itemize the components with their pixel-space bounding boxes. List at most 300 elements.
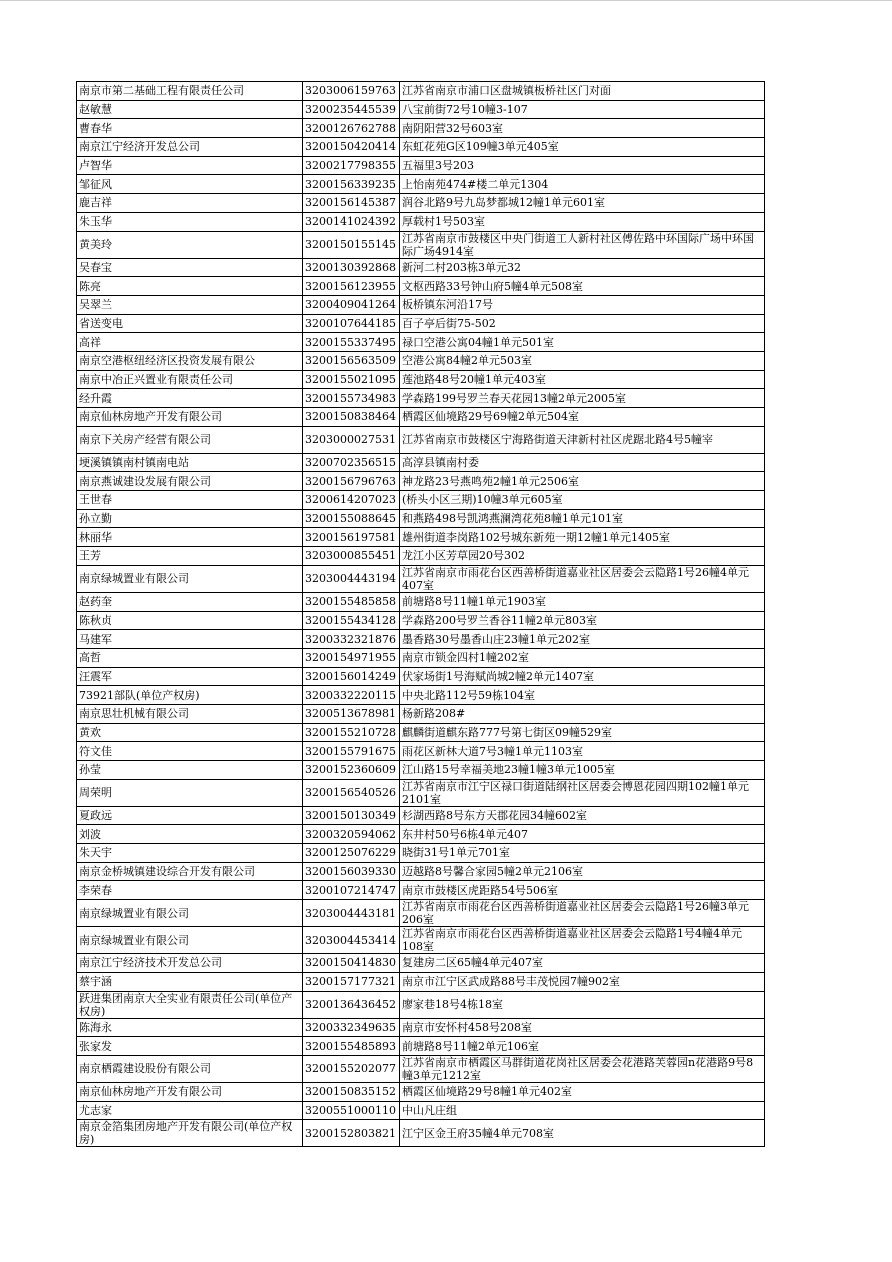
account-number-cell-text: 3200551000110 (305, 1103, 396, 1117)
table-row (77, 611, 765, 630)
owner-name-cell (77, 927, 303, 954)
owner-name-cell-text: 陈秋贞 (79, 613, 112, 627)
address-cell-text: 江苏省南京市雨花台区西善桥街道嘉业社区居委会云隐路1号26幢4单元407室 (402, 565, 749, 592)
table-row (77, 1037, 765, 1056)
account-number-cell-text: 3203000855451 (305, 549, 396, 563)
owner-name-cell (77, 509, 303, 528)
address-cell (400, 611, 765, 630)
account-number-cell-text: 3200150420414 (305, 140, 396, 154)
owner-name-cell-text: 符文佳 (79, 744, 112, 758)
account-number-cell (303, 648, 400, 667)
address-cell (400, 630, 765, 649)
owner-name-cell-text: 孙莹 (79, 763, 101, 777)
owner-name-cell-text: 高祥 (79, 335, 101, 349)
address-cell (400, 370, 765, 389)
owner-name-cell-text: 跃进集团南京大全实业有限责任公司(单位产权房) (79, 991, 293, 1018)
account-number-cell-text: 3200513678981 (305, 707, 396, 721)
address-cell-text: 墨香路30号墨香山庄23幢1单元202室 (402, 632, 590, 646)
table-row (77, 761, 765, 780)
owner-name-cell (77, 592, 303, 611)
address-cell-text: 晓街31号1单元701室 (402, 846, 510, 860)
address-cell (400, 333, 765, 352)
owner-name-cell (77, 212, 303, 231)
account-number-cell-text: 3200332349635 (305, 1020, 396, 1034)
owner-name-cell-text: 南京绿城置业有限公司 (79, 933, 189, 947)
address-cell-text: 栖霞区仙境路29号69幢2单元504室 (402, 410, 579, 424)
owner-name-cell-text: 南京绿城置业有限公司 (79, 906, 189, 920)
account-number-cell-text: 3200141024392 (305, 215, 396, 229)
address-cell-text: 神龙路23号燕鸣苑2幢1单元2506室 (402, 474, 579, 488)
table-row (77, 258, 765, 277)
owner-name-cell (77, 723, 303, 742)
table-row (77, 686, 765, 705)
owner-name-cell (77, 972, 303, 991)
address-cell-text: 江苏省南京市雨花台区西善桥街道嘉业社区居委会云隐路1号26幢3单元206室 (402, 900, 749, 927)
account-number-cell (303, 231, 400, 258)
account-number-cell-text: 3200155202077 (305, 1062, 396, 1076)
owner-name-cell (77, 175, 303, 194)
table-row (77, 314, 765, 333)
address-cell (400, 295, 765, 314)
account-number-cell-text: 3200156563509 (305, 354, 396, 368)
table-row (77, 212, 765, 231)
address-cell-text: 润谷北路9号九岛梦都城12幢1单元601室 (402, 196, 605, 210)
address-cell (400, 565, 765, 592)
account-number-cell (303, 825, 400, 844)
table-row (77, 100, 765, 119)
owner-name-cell (77, 138, 303, 157)
owner-name-cell (77, 547, 303, 566)
account-number-cell (303, 761, 400, 780)
owner-name-cell (77, 648, 303, 667)
table-row (77, 927, 765, 954)
address-cell-text: 江苏省南京市雨花台区西善桥街道嘉业社区居委会云隐路1号4幢4单元108室 (402, 927, 742, 954)
table-row (77, 389, 765, 408)
table-row (77, 333, 765, 352)
account-number-cell-text: 3200155337495 (305, 335, 396, 349)
owner-name-cell-text: 王芳 (79, 549, 101, 563)
table-row (77, 648, 765, 667)
account-number-cell (303, 528, 400, 547)
owner-name-cell (77, 954, 303, 973)
account-number-cell-text: 3200150130349 (305, 809, 396, 823)
address-cell (400, 704, 765, 723)
account-number-cell (303, 194, 400, 213)
account-number-cell-text: 3200155434128 (305, 613, 396, 627)
table-row (77, 408, 765, 427)
address-cell (400, 389, 765, 408)
account-number-cell (303, 175, 400, 194)
owner-name-cell-text: 李荣春 (79, 883, 112, 897)
address-cell (400, 175, 765, 194)
table-row (77, 1120, 765, 1147)
owner-name-cell-text: 马建军 (79, 632, 112, 646)
owner-name-cell (77, 491, 303, 510)
address-cell (400, 351, 765, 370)
account-number-cell-text: 3200150414830 (305, 956, 396, 970)
account-number-cell-text: 3200152803821 (305, 1126, 396, 1140)
account-number-cell (303, 844, 400, 863)
account-number-cell-text: 3200332220115 (305, 688, 396, 702)
owner-name-cell-text: 曹春华 (79, 121, 112, 135)
table-row (77, 881, 765, 900)
account-number-cell (303, 277, 400, 296)
table-row (77, 528, 765, 547)
owner-name-cell (77, 779, 303, 806)
address-cell (400, 194, 765, 213)
account-number-cell (303, 370, 400, 389)
address-cell-text: 南京市江宁区武成路88号丰茂悦园7幢902室 (402, 975, 620, 989)
account-number-cell (303, 138, 400, 157)
owner-name-cell (77, 881, 303, 900)
owner-name-cell (77, 667, 303, 686)
table-row (77, 472, 765, 491)
owner-name-cell-text: 南京江宁经济开发总公司 (79, 140, 200, 154)
owner-name-cell (77, 82, 303, 101)
owner-name-cell (77, 1120, 303, 1147)
account-number-cell (303, 426, 400, 453)
address-cell-text: 百子亭后街75-502 (402, 316, 496, 330)
owner-name-cell (77, 453, 303, 472)
address-cell-text: 中山凡庄组 (402, 1103, 457, 1117)
table-row (77, 630, 765, 649)
address-cell-text: 麒麟街道麒东路777号第七街区09幢529室 (402, 725, 612, 739)
account-number-cell-text: 3200235445539 (305, 103, 396, 117)
address-cell (400, 82, 765, 101)
account-number-cell (303, 119, 400, 138)
owner-name-cell (77, 231, 303, 258)
account-number-cell-text: 3203004443194 (305, 572, 396, 586)
owner-name-cell-text: 孙立勤 (79, 512, 112, 526)
owner-name-cell (77, 194, 303, 213)
owner-name-cell-text: 赵敏慧 (79, 103, 112, 117)
account-number-cell (303, 491, 400, 510)
owner-name-cell (77, 844, 303, 863)
owner-name-cell-text: 南京燕诚建设发展有限公司 (79, 474, 211, 488)
owner-name-cell (77, 333, 303, 352)
address-cell (400, 528, 765, 547)
account-number-cell-text: 3203004443181 (305, 906, 396, 920)
table-row (77, 426, 765, 453)
address-cell-text: 南阴阳营32号603室 (402, 121, 503, 135)
account-number-cell-text: 3200332321876 (305, 632, 396, 646)
address-cell-text: 江苏省南京市浦口区盘城镇板桥社区门对面 (402, 84, 611, 98)
account-number-cell (303, 742, 400, 761)
table-row (77, 491, 765, 510)
address-cell (400, 592, 765, 611)
table-row (77, 900, 765, 927)
table-row (77, 351, 765, 370)
account-number-cell-text: 3200156197581 (305, 530, 396, 544)
account-number-cell (303, 686, 400, 705)
owner-name-cell (77, 258, 303, 277)
table-row (77, 704, 765, 723)
account-number-cell-text: 3200150155145 (305, 238, 396, 251)
address-cell-text: 南京市锁金四村1幢202室 (402, 651, 529, 665)
address-cell (400, 806, 765, 825)
owner-name-cell (77, 528, 303, 547)
owner-name-cell-text: 朱玉华 (79, 215, 112, 229)
address-cell-text: 杨新路208# (402, 707, 466, 721)
address-cell-text: 八宝前街72号10幢3-107 (402, 103, 528, 117)
address-cell-text: 前塘路8号11幢2单元106室 (402, 1039, 539, 1053)
owner-name-cell (77, 686, 303, 705)
table-row (77, 972, 765, 991)
address-cell-text: 复建房二区65幢4单元407室 (402, 956, 543, 970)
account-number-cell (303, 991, 400, 1018)
account-number-cell (303, 1120, 400, 1147)
owner-name-cell-text: 南京绿城置业有限公司 (79, 572, 189, 586)
registry-table (76, 81, 765, 1147)
address-cell (400, 779, 765, 806)
owner-name-cell-text: 尤志家 (79, 1103, 112, 1117)
account-number-cell (303, 547, 400, 566)
owner-name-cell-text: 陈海永 (79, 1020, 112, 1034)
account-number-cell (303, 314, 400, 333)
account-number-cell-text: 3200155791675 (305, 744, 396, 758)
address-cell-text: 空港公寓84幢2单元503室 (402, 354, 532, 368)
account-number-cell-text: 3200156540526 (305, 786, 396, 800)
address-cell-text: 江苏省南京市栖霞区马群街道花岗社区居委会花港路芙蓉园n花港路9号8幢3单元1212室 (402, 1055, 754, 1082)
address-cell-text: 板桥镇东河沿17号 (402, 298, 493, 312)
account-number-cell-text: 3203006159763 (305, 84, 396, 98)
address-cell (400, 258, 765, 277)
owner-name-cell (77, 825, 303, 844)
owner-name-cell (77, 351, 303, 370)
address-cell (400, 954, 765, 973)
table-row (77, 806, 765, 825)
account-number-cell (303, 667, 400, 686)
owner-name-cell-text: 刘波 (79, 827, 101, 841)
account-number-cell-text: 3200152360609 (305, 763, 396, 777)
account-number-cell-text: 3200614207023 (305, 493, 396, 507)
owner-name-cell-text: 林丽华 (79, 530, 112, 544)
table-row (77, 82, 765, 101)
address-cell-text: 前塘路8号11幢1单元1903室 (402, 595, 546, 609)
address-cell (400, 1018, 765, 1037)
owner-name-cell-text: 埂溪镇镇南村镇南电站 (79, 456, 189, 470)
address-cell (400, 1120, 765, 1147)
owner-name-cell (77, 761, 303, 780)
owner-name-cell (77, 295, 303, 314)
address-cell (400, 723, 765, 742)
address-cell (400, 881, 765, 900)
table-row (77, 509, 765, 528)
account-number-cell (303, 1018, 400, 1037)
account-number-cell-text: 3200702356515 (305, 456, 396, 470)
address-cell (400, 927, 765, 954)
address-cell (400, 100, 765, 119)
table-row (77, 1082, 765, 1101)
owner-name-cell-text: 朱天宇 (79, 846, 112, 860)
account-number-cell-text: 3200155734983 (305, 391, 396, 405)
owner-name-cell-text: 卢智华 (79, 159, 112, 173)
address-cell (400, 491, 765, 510)
owner-name-cell-text: 陈亮 (79, 279, 101, 293)
address-cell (400, 509, 765, 528)
owner-name-cell (77, 1082, 303, 1101)
owner-name-cell-text: 蔡宇涵 (79, 975, 112, 989)
account-number-cell (303, 389, 400, 408)
account-number-cell-text: 3203004453414 (305, 933, 396, 947)
owner-name-cell (77, 900, 303, 927)
owner-name-cell (77, 389, 303, 408)
address-cell-text: 五福里3号203 (402, 159, 474, 173)
table-row (77, 156, 765, 175)
address-cell-text: 龙江小区芳草园20号302 (402, 549, 525, 563)
table-row (77, 844, 765, 863)
owner-name-cell-text: 南京下关房产经营有限公司 (79, 433, 211, 447)
owner-name-cell-text: 南京仙林房地产开发有限公司 (79, 410, 222, 424)
table-row (77, 565, 765, 592)
table-row (77, 547, 765, 566)
address-cell (400, 547, 765, 566)
address-cell-text: 栖霞区仙境路29号8幢1单元402室 (402, 1085, 572, 1099)
address-cell (400, 453, 765, 472)
address-cell (400, 156, 765, 175)
table-row (77, 592, 765, 611)
account-number-cell-text: 3200155485858 (305, 595, 396, 609)
owner-name-cell (77, 862, 303, 881)
account-number-cell (303, 723, 400, 742)
address-cell-text: 和燕路498号凯鸿燕澜湾花苑8幢1单元101室 (402, 512, 623, 526)
account-number-cell (303, 806, 400, 825)
owner-name-cell-text: 张家发 (79, 1039, 112, 1053)
table-row (77, 194, 765, 213)
address-cell (400, 1101, 765, 1120)
address-cell-text: 新河二村203栋3单元32 (402, 260, 521, 274)
address-cell-text: 东井村50号6栋4单元407 (402, 827, 528, 841)
address-cell-text: 雨花区新林大道7号3幢1单元1103室 (402, 744, 583, 758)
account-number-cell (303, 1055, 400, 1082)
account-number-cell-text: 3200156145387 (305, 196, 396, 210)
address-cell-text: 莲池路48号20幢1单元403室 (402, 372, 546, 386)
address-cell (400, 212, 765, 231)
table-row (77, 138, 765, 157)
account-number-cell-text: 3200107644185 (305, 316, 396, 330)
table-row (77, 954, 765, 973)
address-cell (400, 1037, 765, 1056)
account-number-cell-text: 3200107214747 (305, 883, 396, 897)
owner-name-cell-text: 南京金桥城镇建设综合开发有限公司 (79, 865, 255, 879)
owner-name-cell-text: 鹿吉祥 (79, 196, 112, 210)
table-row (77, 175, 765, 194)
address-cell-text: 迈越路8号馨合家园5幢2单元2106室 (402, 865, 583, 879)
account-number-cell (303, 630, 400, 649)
address-cell-text: 江山路15号幸福美地23幢1幢3单元1005室 (402, 763, 615, 777)
account-number-cell-text: 3200130392868 (305, 260, 396, 274)
owner-name-cell-text: 高哲 (79, 651, 101, 665)
table-row (77, 370, 765, 389)
address-cell (400, 862, 765, 881)
account-number-cell (303, 592, 400, 611)
address-cell (400, 991, 765, 1018)
address-cell-text: 学森路199号罗兰春天花园13幢2单元2005室 (402, 391, 626, 405)
address-cell-text: 上怡南苑474#楼二单元1304 (402, 177, 549, 191)
account-number-cell (303, 881, 400, 900)
account-number-cell-text: 3200155485893 (305, 1039, 396, 1053)
table-row (77, 277, 765, 296)
account-number-cell (303, 704, 400, 723)
account-number-cell-text: 3200156039330 (305, 865, 396, 879)
owner-name-cell-text: 南京仙林房地产开发有限公司 (79, 1085, 222, 1099)
account-number-cell-text: 3200155210728 (305, 725, 396, 739)
account-number-cell (303, 779, 400, 806)
account-number-cell (303, 1101, 400, 1120)
address-cell (400, 761, 765, 780)
owner-name-cell-text: 夏政远 (79, 809, 112, 823)
owner-name-cell-text: 省送变电 (79, 316, 123, 330)
owner-name-cell (77, 991, 303, 1018)
account-number-cell-text: 3200156339235 (305, 177, 396, 191)
owner-name-cell (77, 472, 303, 491)
owner-name-cell-text: 黄欢 (79, 725, 101, 739)
account-number-cell (303, 212, 400, 231)
table-row (77, 1055, 765, 1082)
registry-table-body (77, 82, 765, 1147)
account-number-cell (303, 900, 400, 927)
address-cell-text: 南京市安怀村458号208室 (402, 1020, 532, 1034)
owner-name-cell (77, 408, 303, 427)
account-number-cell-text: 3200156123955 (305, 279, 396, 293)
address-cell (400, 667, 765, 686)
owner-name-cell-text: 黄美玲 (79, 238, 112, 251)
table-row (77, 453, 765, 472)
address-cell (400, 972, 765, 991)
owner-name-cell (77, 277, 303, 296)
address-cell-text: 南京市鼓楼区虎距路54号506室 (402, 883, 558, 897)
address-cell-text: 江宁区金王府35幢4单元708室 (402, 1126, 554, 1140)
account-number-cell (303, 927, 400, 954)
owner-name-cell-text: 邹征风 (79, 177, 112, 191)
address-cell-text: 东虹花苑G区109幢3单元405室 (402, 140, 559, 154)
address-cell (400, 844, 765, 863)
account-number-cell-text: 3200157177321 (305, 975, 396, 989)
address-cell-text: 江苏省南京市鼓楼区中央门街道工人新村社区傅佐路中环国际广场中环国际广场4914室 (402, 231, 754, 258)
account-number-cell (303, 509, 400, 528)
account-number-cell-text: 3200154971955 (305, 651, 396, 665)
owner-name-cell (77, 611, 303, 630)
account-number-cell-text: 3200150835152 (305, 1085, 396, 1099)
owner-name-cell (77, 1037, 303, 1056)
owner-name-cell-text: 周荣明 (79, 786, 112, 800)
owner-name-cell-text: 汪震军 (79, 669, 112, 683)
table-row (77, 1018, 765, 1037)
address-cell (400, 277, 765, 296)
owner-name-cell (77, 314, 303, 333)
account-number-cell (303, 972, 400, 991)
page-top-rule (0, 0, 892, 1)
address-cell-text: 杉湖西路8号东方天郡花园34幢602室 (402, 809, 587, 823)
account-number-cell (303, 333, 400, 352)
account-number-cell (303, 295, 400, 314)
account-number-cell (303, 408, 400, 427)
owner-name-cell-text: 吴春宝 (79, 260, 112, 274)
address-cell (400, 314, 765, 333)
owner-name-cell-text: 73921部队(单位产权房) (79, 688, 200, 702)
owner-name-cell (77, 100, 303, 119)
account-number-cell-text: 3203000027531 (305, 433, 396, 447)
table-row (77, 295, 765, 314)
account-number-cell-text: 3200155021095 (305, 372, 396, 386)
owner-name-cell-text: 南京思壮机械有限公司 (79, 707, 189, 721)
account-number-cell-text: 3200126762788 (305, 121, 396, 135)
address-cell (400, 119, 765, 138)
table-row (77, 723, 765, 742)
account-number-cell (303, 611, 400, 630)
address-cell-text: 禄口空港公寓04幢1单元501室 (402, 335, 554, 349)
account-number-cell-text: 3200320594062 (305, 827, 396, 841)
